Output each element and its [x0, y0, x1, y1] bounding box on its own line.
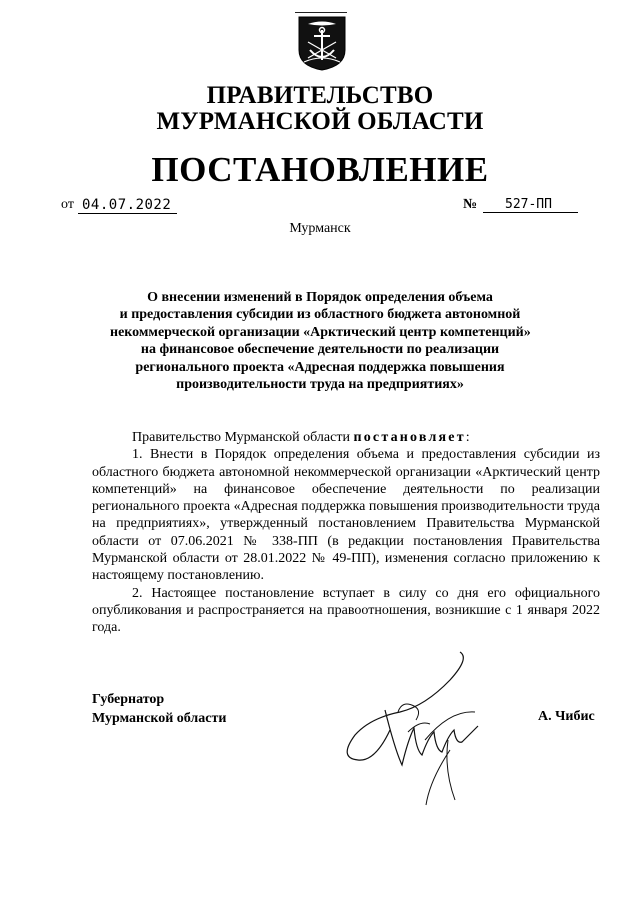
subject-line: О внесении изменений в Порядок определения объема [147, 290, 493, 305]
government-title-line2: МУРМАНСКОЙ ОБЛАСТИ [156, 108, 484, 135]
subject-line: некоммерческой организации «Арктический центр компетенций» [110, 324, 531, 340]
date-label: от [61, 197, 74, 212]
position-line: Губернатор [92, 692, 165, 707]
number-label: № [463, 197, 478, 212]
clause-1: 1. Внести в Порядок определения объема и предоставления субсидии из областного бюджета автономной некоммерческой организации «Арктический центр компетенций» на финансовое обеспечение деятельности по реализации регионального проекта «Адресная поддержка повышения производительности труда на предприятиях», утвержденный постановлением Правительства Мурманской области от 07.06.2021 № 338-ПП (в редакции постановления Правительства Мурманской области от 28.01.2022 № 49-ПП), изменения согласно приложению к настоящему постановлению. [92, 447, 600, 584]
decree-keyword: постановляет [353, 430, 466, 445]
document-subject [110, 289, 530, 393]
government-title-line1: ПРАВИТЕЛЬСТВО [206, 82, 434, 109]
city-name: Мурманск [289, 221, 351, 236]
signatory-position [92, 690, 226, 728]
signatory-name: А. Чибис [538, 709, 595, 724]
handwritten-signature-icon [330, 640, 500, 810]
top-divider [295, 12, 347, 13]
subject-line: на финансовое обеспечение деятельности по реализации [140, 342, 500, 358]
subject-line: регионального проекта «Адресная поддержка повышения [135, 359, 505, 375]
document-body [92, 429, 600, 637]
subject-line: производительности труда на предприятиях» [176, 377, 464, 393]
position-line: Мурманской области [92, 711, 227, 726]
document-type-title: ПОСТАНОВЛЕНИЕ [151, 150, 489, 189]
subject-line: и предоставления субсидии из областного бюджета автономной [119, 307, 521, 323]
resolution-intro: Правительство Мурманской области постановляет: [132, 430, 470, 445]
document-number: 527-ПП [483, 197, 578, 213]
coat-of-arms-icon [296, 14, 348, 72]
clause-2: 2. Настоящее постановление вступает в силу со дня его официального опубликования и распространяется на правоотношения, возникшие с 1 января 2022 года. [92, 585, 600, 636]
document-date: 04.07.2022 [78, 197, 177, 214]
